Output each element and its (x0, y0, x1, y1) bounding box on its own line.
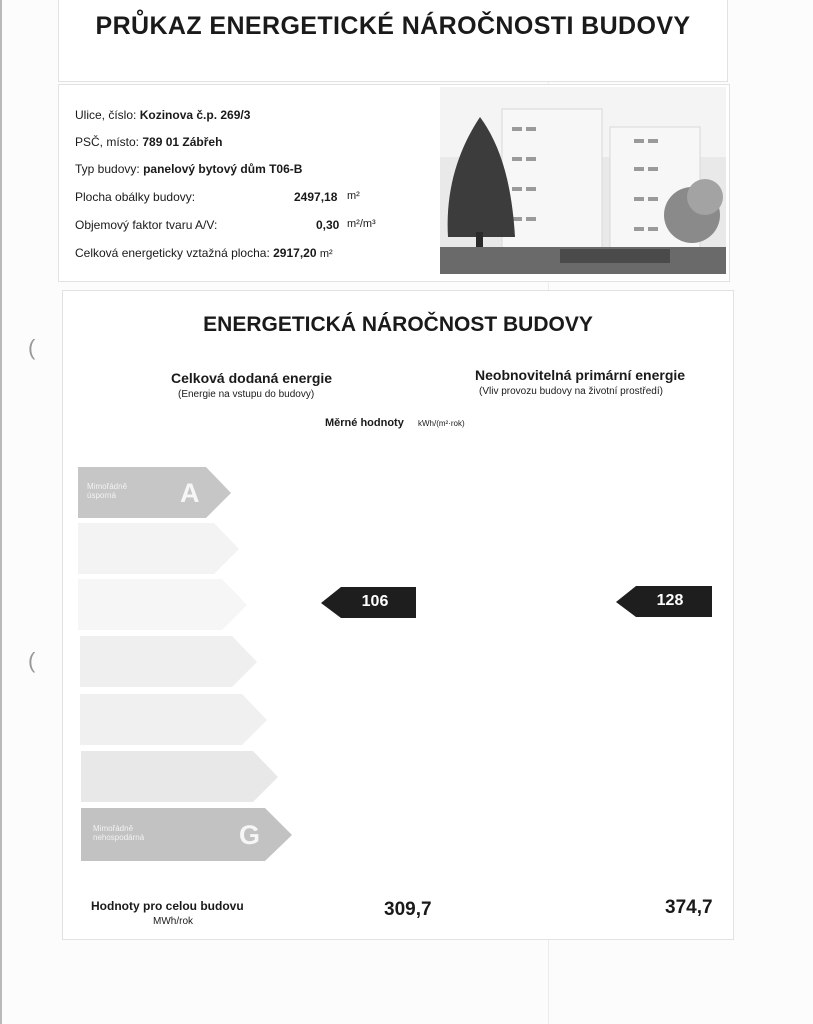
class-e-arrow (80, 694, 268, 746)
envelope-unit: m² (347, 190, 360, 202)
envelope-value: 2497,18 (294, 190, 338, 204)
envelope-label: Plocha obálky budovy: (75, 190, 196, 204)
delivered-energy-subtitle: (Energie na vstupu do budovy) (178, 389, 315, 400)
primary-energy-subtitle: (Vliv provozu budovy na životní prostředí) (479, 386, 663, 397)
scan-mark: ( (28, 648, 36, 673)
type-value: panelový bytový dům T06-B (143, 162, 303, 176)
specific-values-unit: kWh/(m²·rok) (418, 419, 465, 428)
area-label: Celková energeticky vztažná plocha: (75, 246, 270, 260)
building-photo (440, 87, 726, 274)
page-edge (0, 0, 2, 1024)
type-label: Typ budovy: (75, 162, 140, 176)
energy-rating-box (62, 290, 734, 940)
class-b-arrow (78, 523, 240, 575)
street-label: Ulice, číslo: (75, 108, 137, 122)
area-row (75, 246, 333, 260)
primary-energy-value: 128 (656, 592, 684, 609)
class-a-label-line1: Mimořádně (87, 482, 128, 491)
scan-mark: ( (28, 335, 36, 360)
delivered-energy-value: 106 (361, 593, 389, 610)
class-d-arrow (80, 636, 258, 688)
class-g-label-line2: nehospodárná (93, 833, 145, 842)
zip-label: PSČ, místo: (75, 135, 140, 149)
total-primary-energy: 374,7 (665, 897, 713, 918)
shape-unit: m²/m³ (347, 218, 376, 230)
zip-row (75, 135, 222, 149)
delivered-energy-title: Celková dodaná energie (171, 370, 333, 386)
total-values-label: Hodnoty pro celou budovu (91, 899, 244, 913)
title-box (58, 0, 728, 82)
class-a-label-line2: úsporná (87, 491, 116, 500)
class-a-label (87, 482, 127, 500)
shape-label: Objemový faktor tvaru A/V: (75, 218, 218, 232)
class-g-label-line1: Mimořádně (93, 824, 134, 833)
area-value: 2917,20 (273, 246, 317, 260)
primary-energy-title: Neobnovitelná primární energie (475, 367, 686, 383)
total-values-unit: MWh/rok (153, 916, 193, 927)
class-a-letter: A (180, 478, 200, 508)
shape-value: 0,30 (316, 218, 340, 232)
class-g-letter: G (239, 820, 261, 850)
street-value: Kozinova č.p. 269/3 (139, 108, 251, 122)
class-f-arrow (81, 751, 279, 803)
document-title: PRŮKAZ ENERGETICKÉ NÁROČNOSTI BUDOVY (95, 12, 691, 40)
street-row (75, 108, 250, 122)
class-g-label (93, 824, 144, 842)
rating-title: ENERGETICKÁ NÁROČNOST BUDOVY (203, 313, 593, 336)
class-c-arrow (78, 579, 248, 631)
type-row (75, 162, 302, 176)
zip-value: 789 01 Zábřeh (142, 135, 223, 149)
total-delivered-energy: 309,7 (384, 899, 432, 920)
specific-values-label: Měrné hodnoty (325, 417, 404, 429)
area-unit: m² (319, 248, 333, 260)
